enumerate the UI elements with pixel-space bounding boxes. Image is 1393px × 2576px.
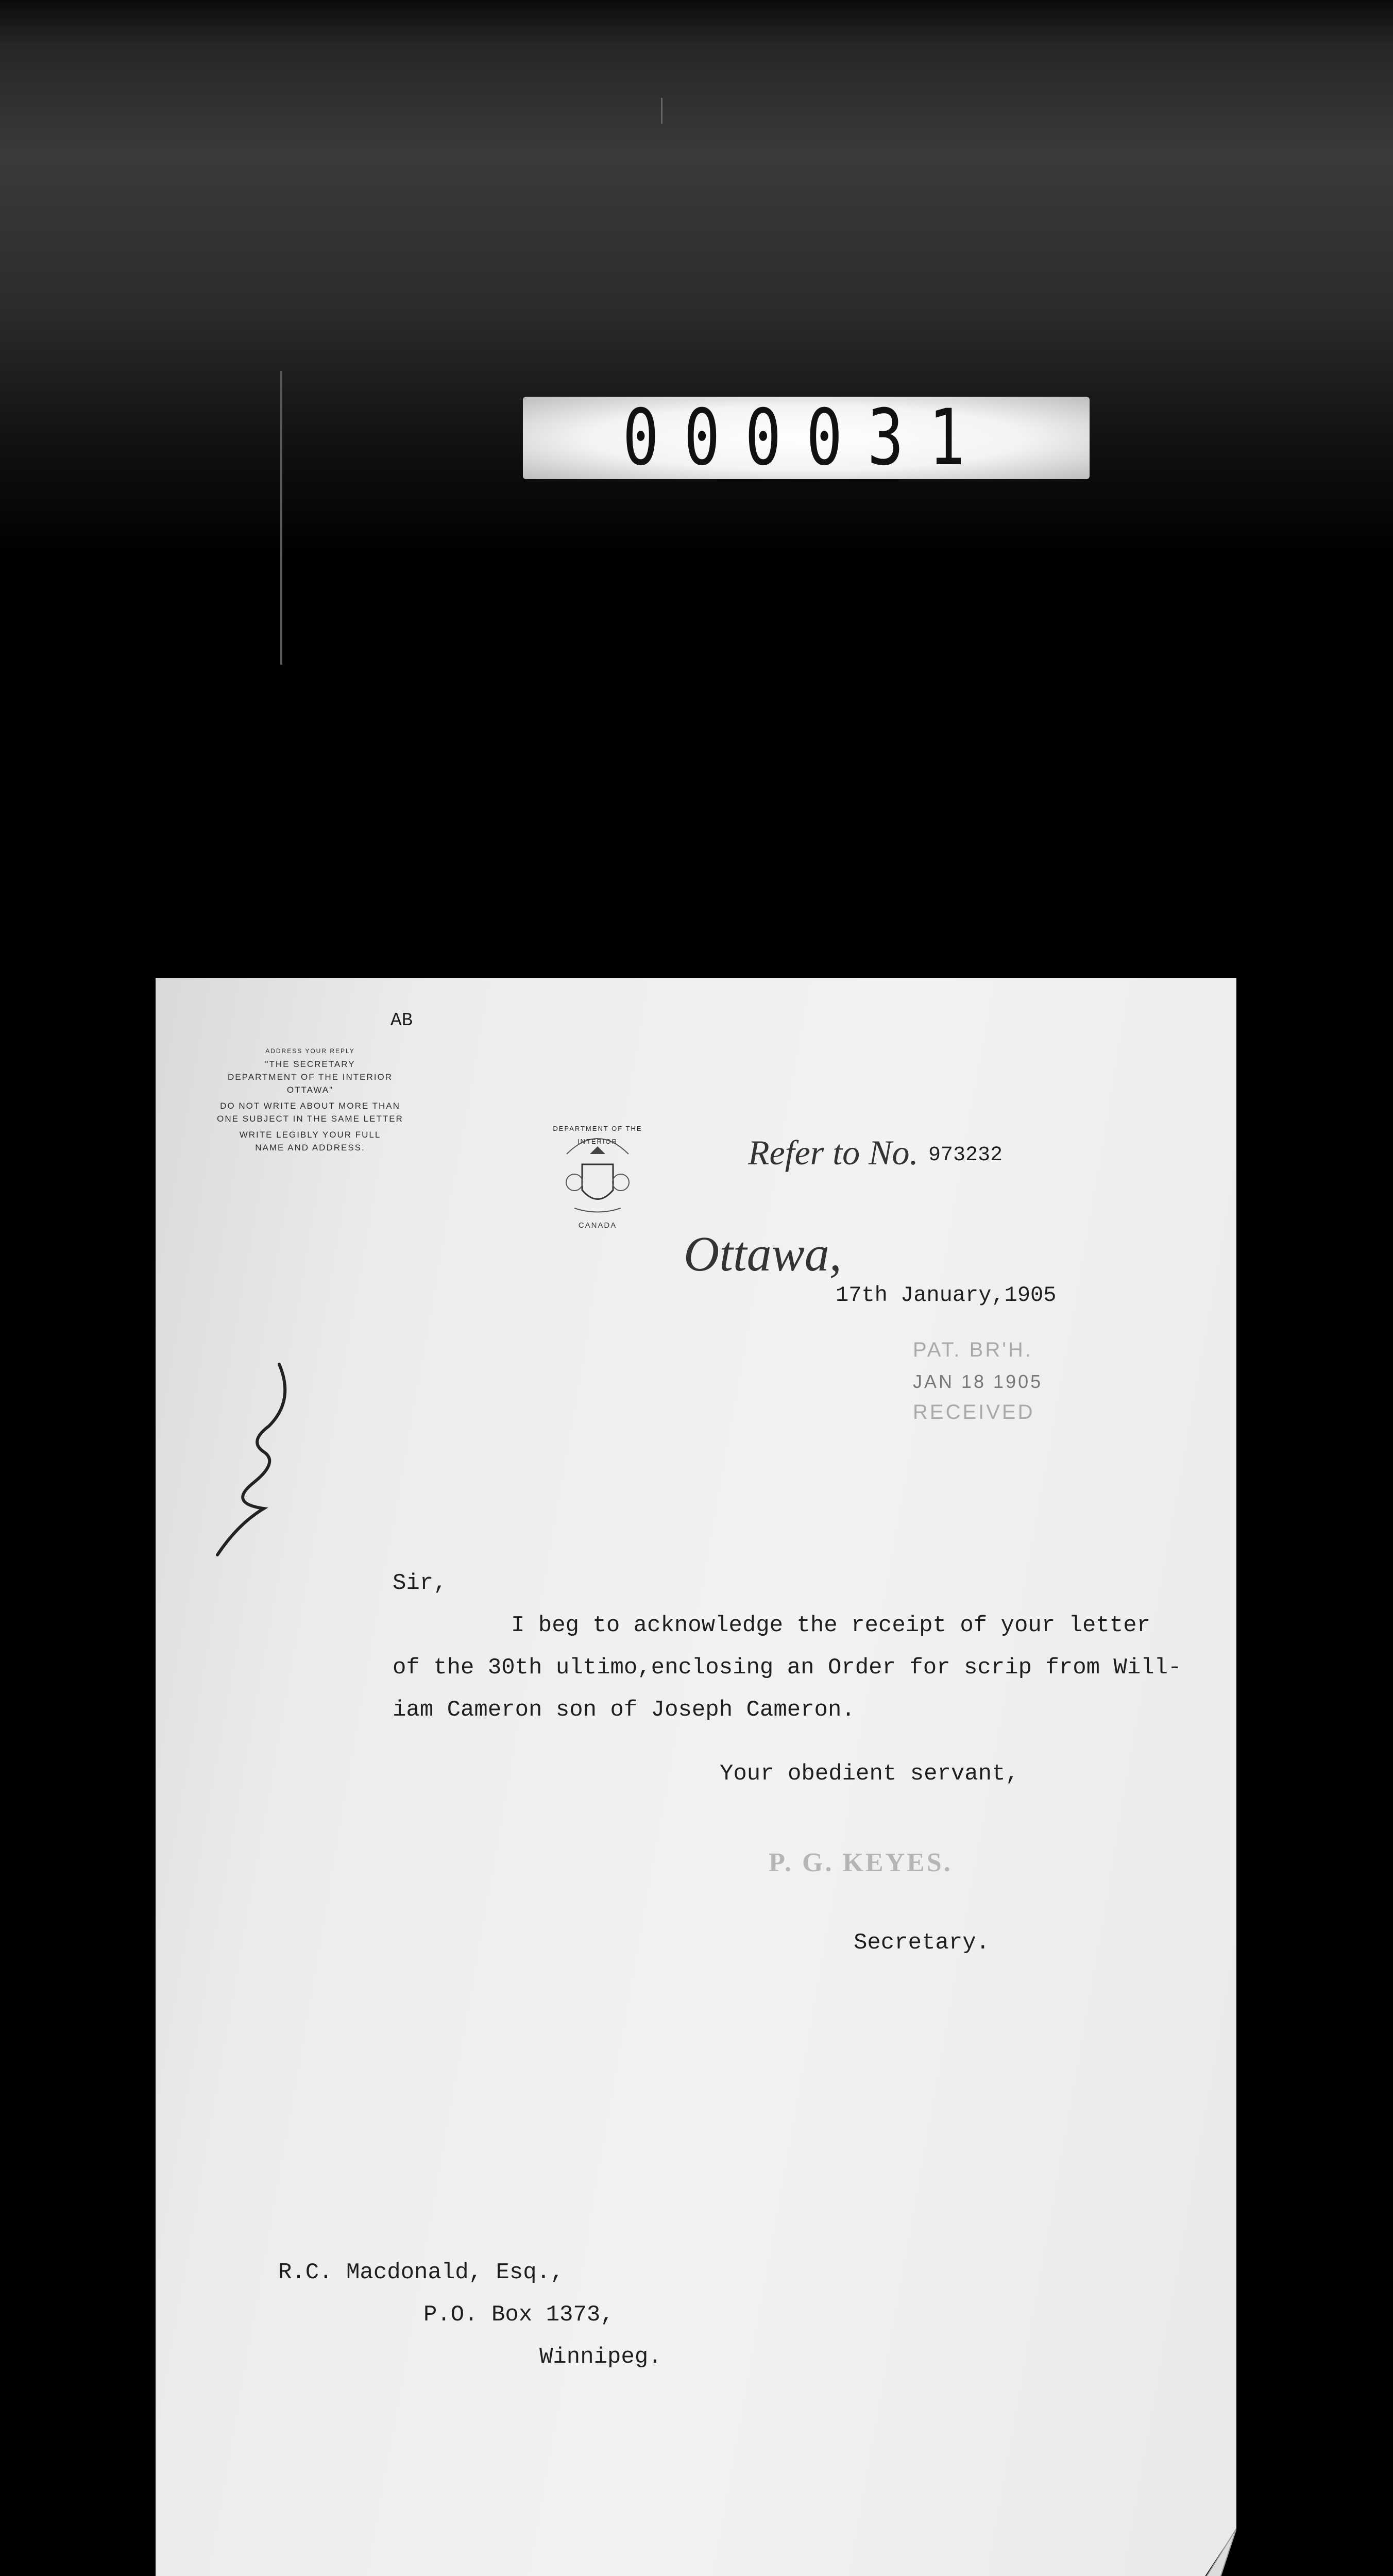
folded-corner xyxy=(1175,2529,1236,2576)
refer-to-label: Refer to No. xyxy=(748,1133,919,1172)
typist-initials: AB xyxy=(390,1010,413,1031)
margin-handwritten-mark xyxy=(207,1354,310,1560)
film-tick-mark xyxy=(280,371,282,665)
seal-bottom-text: CANADA xyxy=(578,1221,617,1230)
stamp-line: PAT. BR'H. xyxy=(913,1338,1033,1361)
letterhead-instructions xyxy=(202,1045,418,1154)
seal-top-text: DEPARTMENT OF THE INTERIOR xyxy=(553,1125,642,1145)
letterhead-line: ADDRESS YOUR REPLY xyxy=(265,1047,355,1055)
letterhead-line: DO NOT WRITE ABOUT MORE THAN xyxy=(220,1101,400,1111)
recipient-city: Winnipeg. xyxy=(539,2344,662,2370)
received-stamp xyxy=(913,1338,1078,1424)
body-text-line: iam Cameron son of Joseph Cameron. xyxy=(393,1697,855,1723)
letterhead-line: DEPARTMENT OF THE INTERIOR xyxy=(228,1072,393,1082)
body-text-line: of the 30th ultimo,enclosing an Order for scrip from Will- xyxy=(393,1655,1182,1681)
frame-number-strip xyxy=(523,393,1090,483)
signatory-title: Secretary. xyxy=(854,1930,990,1956)
recipient-name: R.C. Macdonald, Esq., xyxy=(278,2260,564,2285)
refer-number: 973232 xyxy=(928,1144,1003,1167)
film-tick-mark xyxy=(661,98,662,124)
salutation: Sir, xyxy=(393,1570,447,1596)
body-text-line: I beg to acknowledge the receipt of your letter xyxy=(511,1613,1151,1638)
stamp-line: RECEIVED xyxy=(913,1401,1035,1423)
stamp-line: JAN 18 1905 xyxy=(913,1371,1043,1392)
department-seal xyxy=(551,1118,644,1231)
letter-place: Ottawa, xyxy=(684,1226,842,1281)
letterhead-line: WRITE LEGIBLY YOUR FULL xyxy=(239,1130,381,1140)
letterhead-line: OTTAWA" xyxy=(286,1085,334,1095)
recipient-address: P.O. Box 1373, xyxy=(423,2302,614,2328)
closing: Your obedient servant, xyxy=(720,1761,1019,1787)
letterhead-line: ONE SUBJECT IN THE SAME LETTER xyxy=(217,1114,403,1124)
letterhead-line: NAME AND ADDRESS. xyxy=(255,1143,365,1153)
letter-document xyxy=(156,978,1236,2576)
signature-stamp: P. G. KEYES. xyxy=(769,1848,953,1877)
letterhead-line: "THE SECRETARY xyxy=(265,1059,355,1069)
frame-number: 000031 xyxy=(622,393,990,483)
letter-date: 17th January,1905 xyxy=(836,1283,1057,1308)
